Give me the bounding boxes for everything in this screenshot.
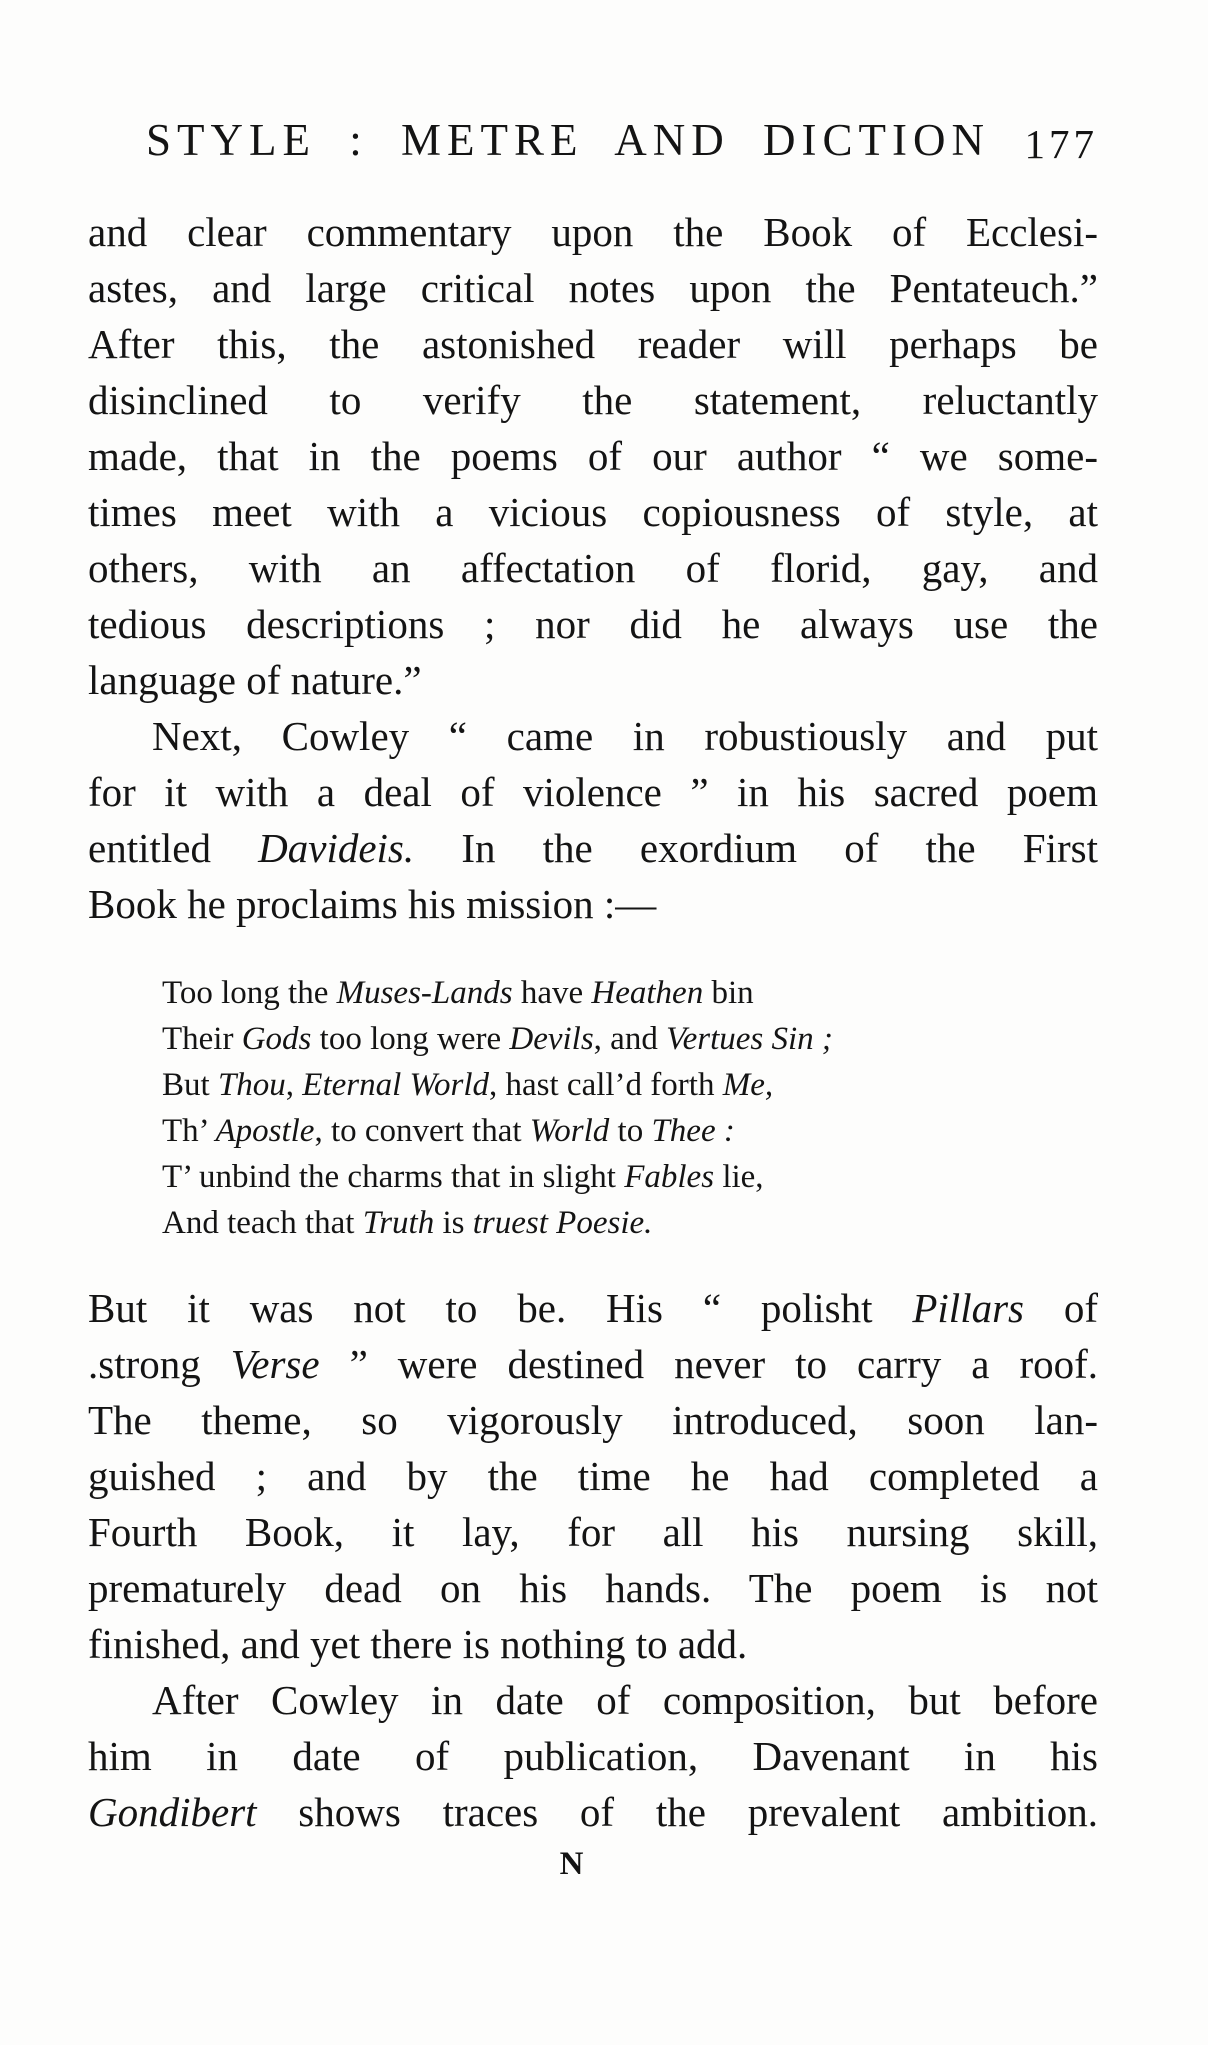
text-line [88,1392,1098,1448]
paragraph [88,1280,1098,1672]
roman-text: , [285,1067,303,1103]
text-line [162,1108,1098,1154]
text-line [88,1672,1098,1728]
roman-text: Next, Cowley “ came in robustiously and put [152,713,1098,759]
roman-text: him in date of publication, Davenant in his [88,1733,1098,1779]
roman-text: T’ unbind the charms that in slight [162,1159,625,1195]
roman-text: But it was not to be. His “ polisht [88,1285,913,1331]
roman-text: .strong [88,1341,231,1387]
text-line [88,316,1098,372]
roman-text: have [512,975,592,1011]
roman-text: Their [162,1021,242,1057]
roman-text: But [162,1067,218,1103]
roman-text: , hast call’d forth [489,1067,723,1103]
roman-text: Too long the [162,975,337,1011]
text-line [88,708,1098,764]
roman-text: lie, [714,1159,764,1195]
roman-text: finished, and yet there is nothing to add. [88,1621,748,1667]
italic-text: Devils [509,1021,594,1057]
italic-text: Heathen [591,975,704,1011]
text-line [88,260,1098,316]
italic-text: Davideis. [258,825,415,871]
roman-text: times meet with a vicious copiousness of style, at [88,489,1098,535]
text-line [88,372,1098,428]
text-line [88,204,1098,260]
roman-text: The theme, so vigorously introduced, soon lan- [88,1397,1098,1443]
italic-text: Gondibert [88,1789,257,1835]
italic-text: World [529,1113,610,1149]
roman-text: made, that in the poems of our author “ we some- [88,433,1098,479]
text-line [88,1448,1098,1504]
italic-text: Fables [624,1159,715,1195]
roman-text: Th’ [162,1113,216,1149]
italic-text: Vertues Sin ; [666,1021,833,1057]
roman-text: Fourth Book, it lay, for all his nursing skill, [88,1509,1098,1555]
italic-text: Verse [230,1341,320,1387]
roman-text: After Cowley in date of composition, but before [152,1677,1098,1723]
roman-text: is [434,1205,473,1241]
text-line [88,1336,1098,1392]
roman-text: for it with a deal of violence ” in his sacred poem [88,769,1098,815]
roman-text: Book he proclaims his mission :— [88,881,657,927]
text-line [162,1154,1098,1200]
roman-text: of [1024,1285,1098,1331]
roman-text: too long were [311,1021,510,1057]
text-line [88,1616,1098,1672]
roman-text: others, with an affectation of florid, gay, and [88,545,1098,591]
roman-text: ” were destined never to carry a roof. [319,1341,1098,1387]
text-line [88,540,1098,596]
roman-text: And teach that [162,1205,363,1241]
italic-text: Me, [722,1067,774,1103]
italic-text: Apostle [215,1113,315,1149]
text-line [88,876,1098,932]
roman-text: astes, and large critical notes upon the Pentateuch.” [88,265,1098,311]
page-body [88,204,1098,1840]
page-number: 177 [1024,121,1098,167]
page-header [88,115,1098,167]
page-footer [88,1846,1056,1883]
italic-text: Pillars [912,1285,1025,1331]
text-line [88,1784,1098,1840]
text-line [88,1504,1098,1560]
italic-text: Thou [217,1067,286,1103]
italic-text: Truth [362,1205,435,1241]
paragraph [88,1672,1098,1840]
text-line [88,1560,1098,1616]
text-line [162,1200,1098,1246]
roman-text: disinclined to verify the statement, reluctantly [88,377,1098,423]
roman-text: tedious descriptions ; nor did he always use the [88,601,1098,647]
roman-text: and clear commentary upon the Book of Ecclesi- [88,209,1098,255]
paragraph [88,204,1098,708]
italic-text: Muses-Lands [336,975,513,1011]
roman-text: , to convert that [314,1113,530,1149]
text-line [88,596,1098,652]
roman-text: prematurely dead on his hands. The poem is not [88,1565,1098,1611]
roman-text: language of nature.” [88,657,422,703]
roman-text: guished ; and by the time he had completed a [88,1453,1098,1499]
text-line [162,970,1098,1016]
roman-text: After this, the astonished reader will perhaps be [88,321,1098,367]
roman-text: bin [703,975,754,1011]
roman-text: , and [593,1021,667,1057]
text-line [88,1280,1098,1336]
roman-text: entitled [88,825,259,871]
text-line [88,820,1098,876]
text-line [88,652,1098,708]
italic-text: Gods [241,1021,312,1057]
text-line [88,484,1098,540]
roman-text: to [609,1113,652,1149]
italic-text: truest Poesie. [472,1205,653,1241]
roman-text: shows traces of the prevalent ambition. [256,1789,1098,1835]
text-line [88,1728,1098,1784]
italic-text: Eternal World [302,1067,490,1103]
italic-text: Thee : [651,1113,735,1149]
paragraph [88,708,1098,932]
signature-mark: N [559,1846,585,1882]
roman-text: In the exordium of the First [414,825,1098,871]
text-line [88,764,1098,820]
verse-quote [162,970,1098,1246]
text-line [162,1062,1098,1108]
text-line [88,428,1098,484]
text-line [162,1016,1098,1062]
running-title: STYLE : METRE AND DICTION [146,115,990,165]
